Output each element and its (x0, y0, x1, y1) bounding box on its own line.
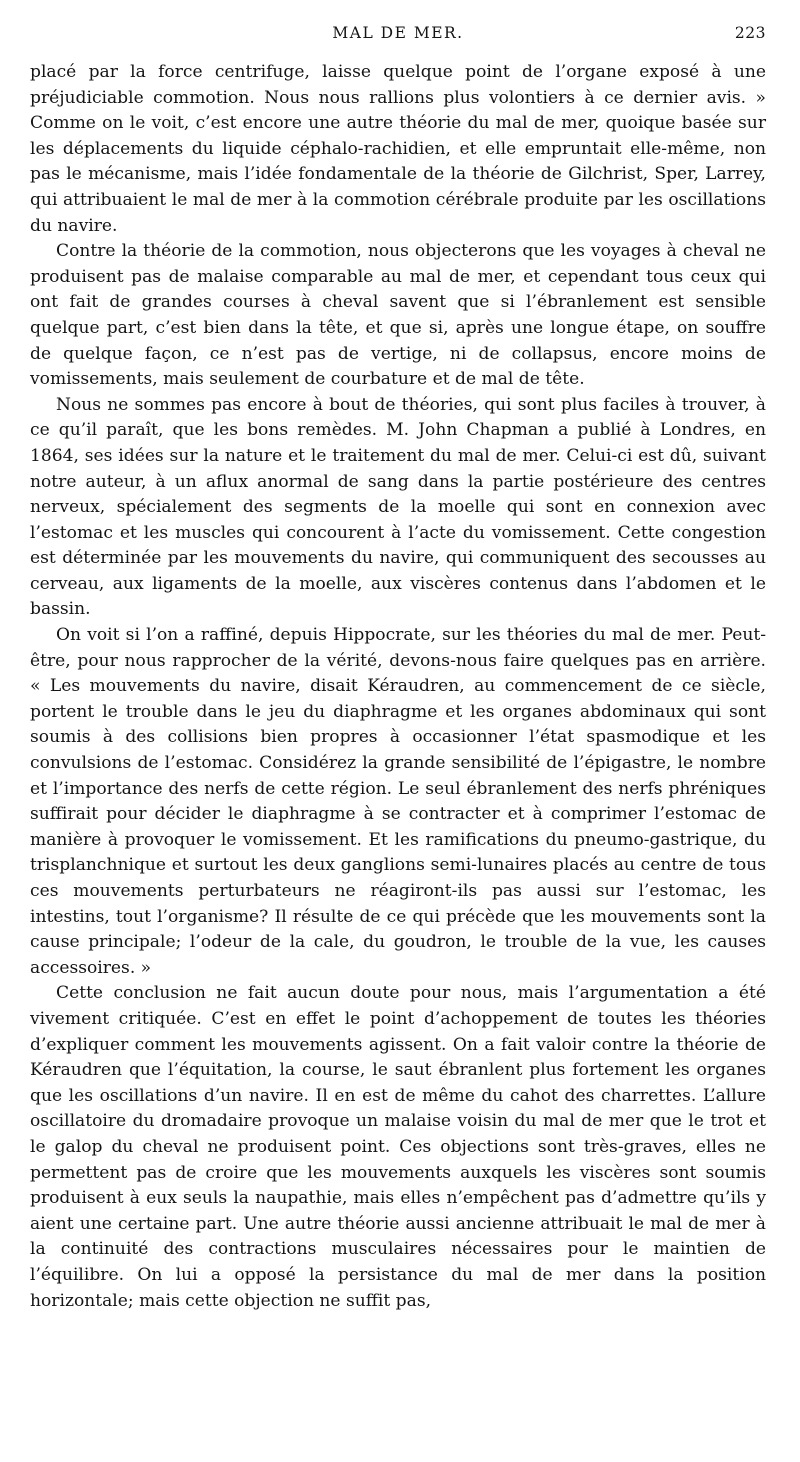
book-page (30, 24, 766, 1314)
running-head (30, 24, 766, 52)
paragraph-conclusion: Cette conclusion ne fait aucun doute pour nous, mais l’argumentation a été vivement critiquée. C’est en effet le point d’achoppement de toutes les théories d’expliquer comment les mouvements agissent. On a fait valoir contre la théorie de Kéraudren que l’équitation, la course, le saut ébranlent plus fortement les organes que les oscillations d’un navire. Il en est de même du cahot des charrettes. L’allure oscillatoire du dromadaire provoque un malaise voisin du mal de mer que le trot et le galop du cheval ne produisent point. Ces objections sont très-graves, elles ne permettent pas de croire que les mouvements auxquels les viscères sont soumis produisent à eux seuls la naupathie, mais elles n’empêchent pas d’admettre qu’ils y aient une certaine part. Une autre théorie aussi ancienne attribuait le mal de mer à la continuité des contractions musculaires nécessaires pour le maintien de l’équilibre. On lui a opposé la persistance du mal de mer dans la position horizontale; mais cette objection ne suffit pas, (30, 983, 766, 1311)
page-number: 223 (734, 24, 766, 42)
body-text (30, 60, 766, 1314)
paragraph-continued: placé par la force centrifuge, laisse quelque point de l’organe exposé à une préjudiciable commotion. Nous nous rallions plus volontiers à ce dernier avis. » Comme on le voit, c’est encore une autre théorie du mal de mer, quoique basée sur les déplacements du liquide céphalo-rachidien, et elle empruntait elle-même, non pas le mécanisme, mais l’idée fondamentale de la théorie de Gilchrist, Sper, Larrey, qui attribuaient le mal de mer à la commotion cérébrale produite par les oscillations du navire. (30, 62, 766, 236)
paragraph-chapman-theory: Nous ne sommes pas encore à bout de théories, qui sont plus faciles à trouver, à ce qu’il paraît, que les bons remèdes. M. John Chapman a publié à Londres, en 1864, ses idées sur la nature et le traitement du mal de mer. Celui-ci est dû, suivant notre auteur, à un aflux anormal de sang dans la partie postérieure des centres nerveux, spécialement des segments de la moelle qui sont en connexion avec l’estomac et les muscles qui concourent à l’acte du vomissement. Cette congestion est déterminée par les mouvements du navire, qui communiquent des secousses au cerveau, aux ligaments de la moelle, aux viscères contenus dans l’abdomen et le bassin. (30, 394, 766, 620)
paragraph-commotion-objection: Contre la théorie de la commotion, nous objecterons que les voyages à cheval ne produisent pas de malaise comparable au mal de mer, et cependant tous ceux qui ont fait de grandes courses à cheval savent que si l’ébranlement est sensible quelque part, c’est bien dans la tête, et que si, après une longue étape, on souffre de quelque façon, ce n’est pas de vertige, ni de collapsus, encore moins de vomissements, mais seulement de courbature et de mal de tête. (30, 241, 766, 390)
running-title: MAL DE MER. (332, 24, 464, 42)
paragraph-keraudren-quote: On voit si l’on a raffiné, depuis Hippocrate, sur les théories du mal de mer. Peut-être, pour nous rapprocher de la vérité, devons-nous faire quelques pas en arrière. « Les mouvements du navire, disait Kéraudren, au commencement de ce siècle, portent le trouble dans le jeu du diaphragme et les organes abdominaux qui sont soumis à des collisions bien propres à occasionner l’état spasmodique et les convulsions de l’estomac. Considérez la grande sensibilité de l’épigastre, le nombre et l’importance des nerfs de cette région. Le seul ébranlement des nerfs phréniques suffirait pour décider le diaphragme à se contracter et à comprimer l’estomac de manière à provoquer le vomissement. Et les ramifications du pneumo-gastrique, du trisplanchnique et surtout les deux ganglions semi-lunaires placés au centre de tous ces mouvements perturbateurs ne réagiront-ils pas aussi sur l’estomac, les intestins, tout l’organisme? Il résulte de ce qui précède que les mouvements sont la cause principale; l’odeur de la cale, du goudron, le trouble de la vue, les causes accessoires. » (30, 625, 766, 978)
